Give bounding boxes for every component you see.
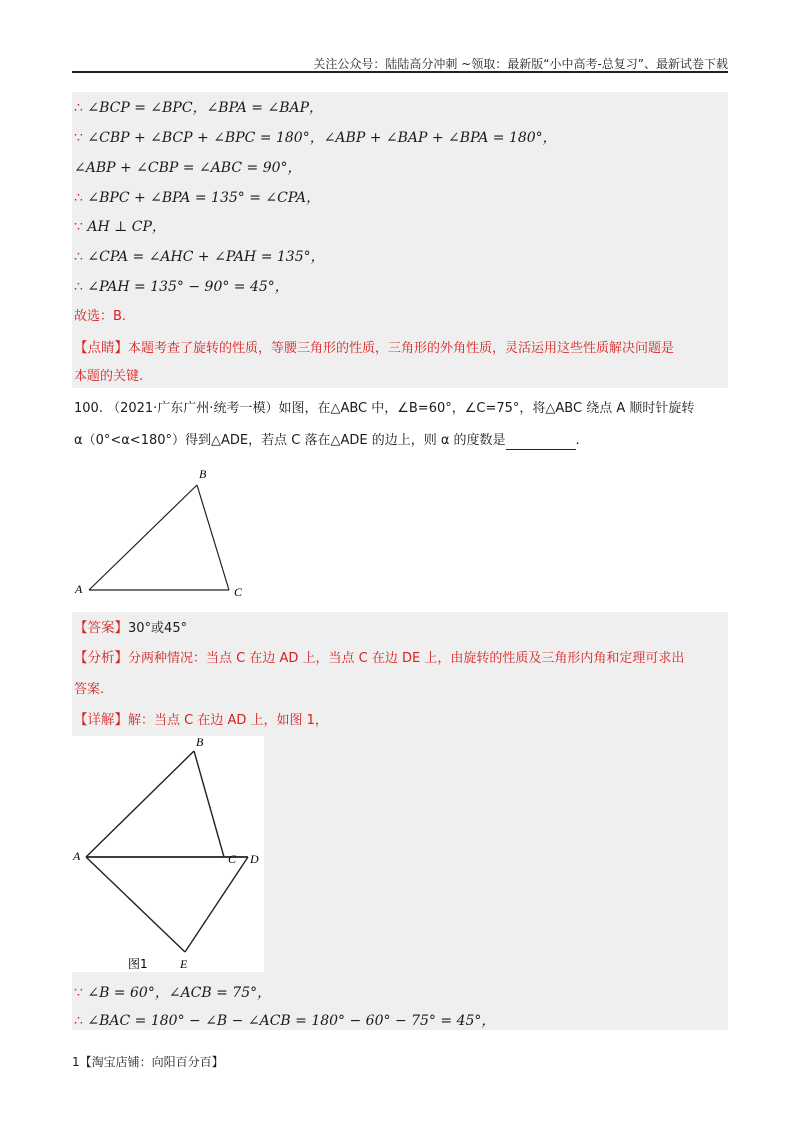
label-c: C	[228, 852, 237, 866]
solution-line-1: ∴ ∠BCP = ∠BPC，∠BPA = ∠BAP，	[74, 100, 324, 116]
therefore-symbol: ∴	[74, 1013, 83, 1029]
detail-line: 【详解】解：当点 C 在边 AD 上，如图 1，	[74, 712, 328, 728]
therefore-symbol: ∴	[74, 100, 83, 116]
solution-line-5: ∵ AH ⊥ CP，	[74, 219, 166, 235]
analysis-line-2: 答案.	[74, 682, 105, 697]
label-a: A	[75, 582, 83, 596]
answer-line: 【答案】30°或45°	[74, 620, 188, 636]
therefore-symbol: ∴	[74, 279, 83, 295]
choice-line: 故选：B.	[74, 309, 127, 324]
therefore-symbol: ∴	[74, 249, 83, 265]
problem-line-2: α（0°<α<180°）得到△ADE，若点 C 落在△ADE 的边上，则 α 的度数是 .	[74, 433, 580, 448]
side-bc	[197, 485, 229, 590]
because-symbol: ∵	[74, 985, 83, 1001]
solution-line-4: ∴ ∠BPC + ∠BPA = 135° = ∠CPA，	[74, 190, 321, 206]
figure-caption: 图1	[128, 957, 148, 971]
because-symbol: ∵	[74, 219, 83, 235]
solution-line-3: ∠ABP + ∠CBP = ∠ABC = 90°，	[74, 160, 302, 176]
side-ab	[89, 485, 197, 590]
therefore-symbol: ∴	[74, 190, 83, 206]
page-header: 关注公众号：陆陆高分冲刺 ~领取：最新版“小中高考-总复习”、最新试卷下载	[313, 57, 728, 71]
label-b: B	[196, 736, 204, 749]
label-e: E	[180, 957, 188, 971]
label-c: C	[234, 585, 243, 599]
label-a: A	[73, 849, 81, 863]
solution-line-2: ∵ ∠CBP + ∠BCP + ∠BPC = 180°，∠ABP + ∠BAP + ∠BPA = 180°，	[74, 130, 557, 146]
comment-line-2: 本题的关键.	[74, 369, 144, 384]
answer-blank	[506, 435, 576, 450]
analysis-tag: 【分析】	[74, 650, 128, 666]
step-line-2: ∴ ∠BAC = 180° − ∠B − ∠ACB = 180° − 60° − 75° = 45°，	[74, 1013, 496, 1029]
triangle-abc-figure	[72, 462, 262, 607]
page-footer: 1【淘宝店铺：向阳百分百】	[72, 1055, 224, 1069]
comment-line-1: 【点睛】本题考查了旋转的性质，等腰三角形的性质，三角形的外角性质，灵活运用这些性质解决问题是	[74, 340, 675, 356]
problem-number: 100.	[74, 401, 103, 416]
comment-tag: 【点睛】	[74, 340, 128, 356]
because-symbol: ∵	[74, 130, 83, 146]
detail-tag: 【详解】	[74, 712, 128, 728]
label-d: D	[250, 852, 259, 866]
label-b: B	[199, 467, 207, 481]
problem-line-1: 100. （2021·广东广州·统考一模）如图，在△ABC 中，∠B=60°，∠C=75°，将△ABC 绕点 A 顺时针旋转	[74, 401, 695, 416]
solution-line-7: ∴ ∠PAH = 135° − 90° = 45°，	[74, 279, 289, 295]
figure-1	[72, 736, 264, 972]
answer-tag: 【答案】	[74, 620, 128, 636]
step-line-1: ∵ ∠B = 60°，∠ACB = 75°，	[74, 985, 272, 1001]
analysis-line-1: 【分析】分两种情况：当点 C 在边 AD 上，当点 C 在边 DE 上，由旋转的性质及三角形内角和定理可求出	[74, 650, 685, 666]
header-rule	[72, 71, 728, 73]
solution-line-6: ∴ ∠CPA = ∠AHC + ∠PAH = 135°，	[74, 249, 325, 265]
